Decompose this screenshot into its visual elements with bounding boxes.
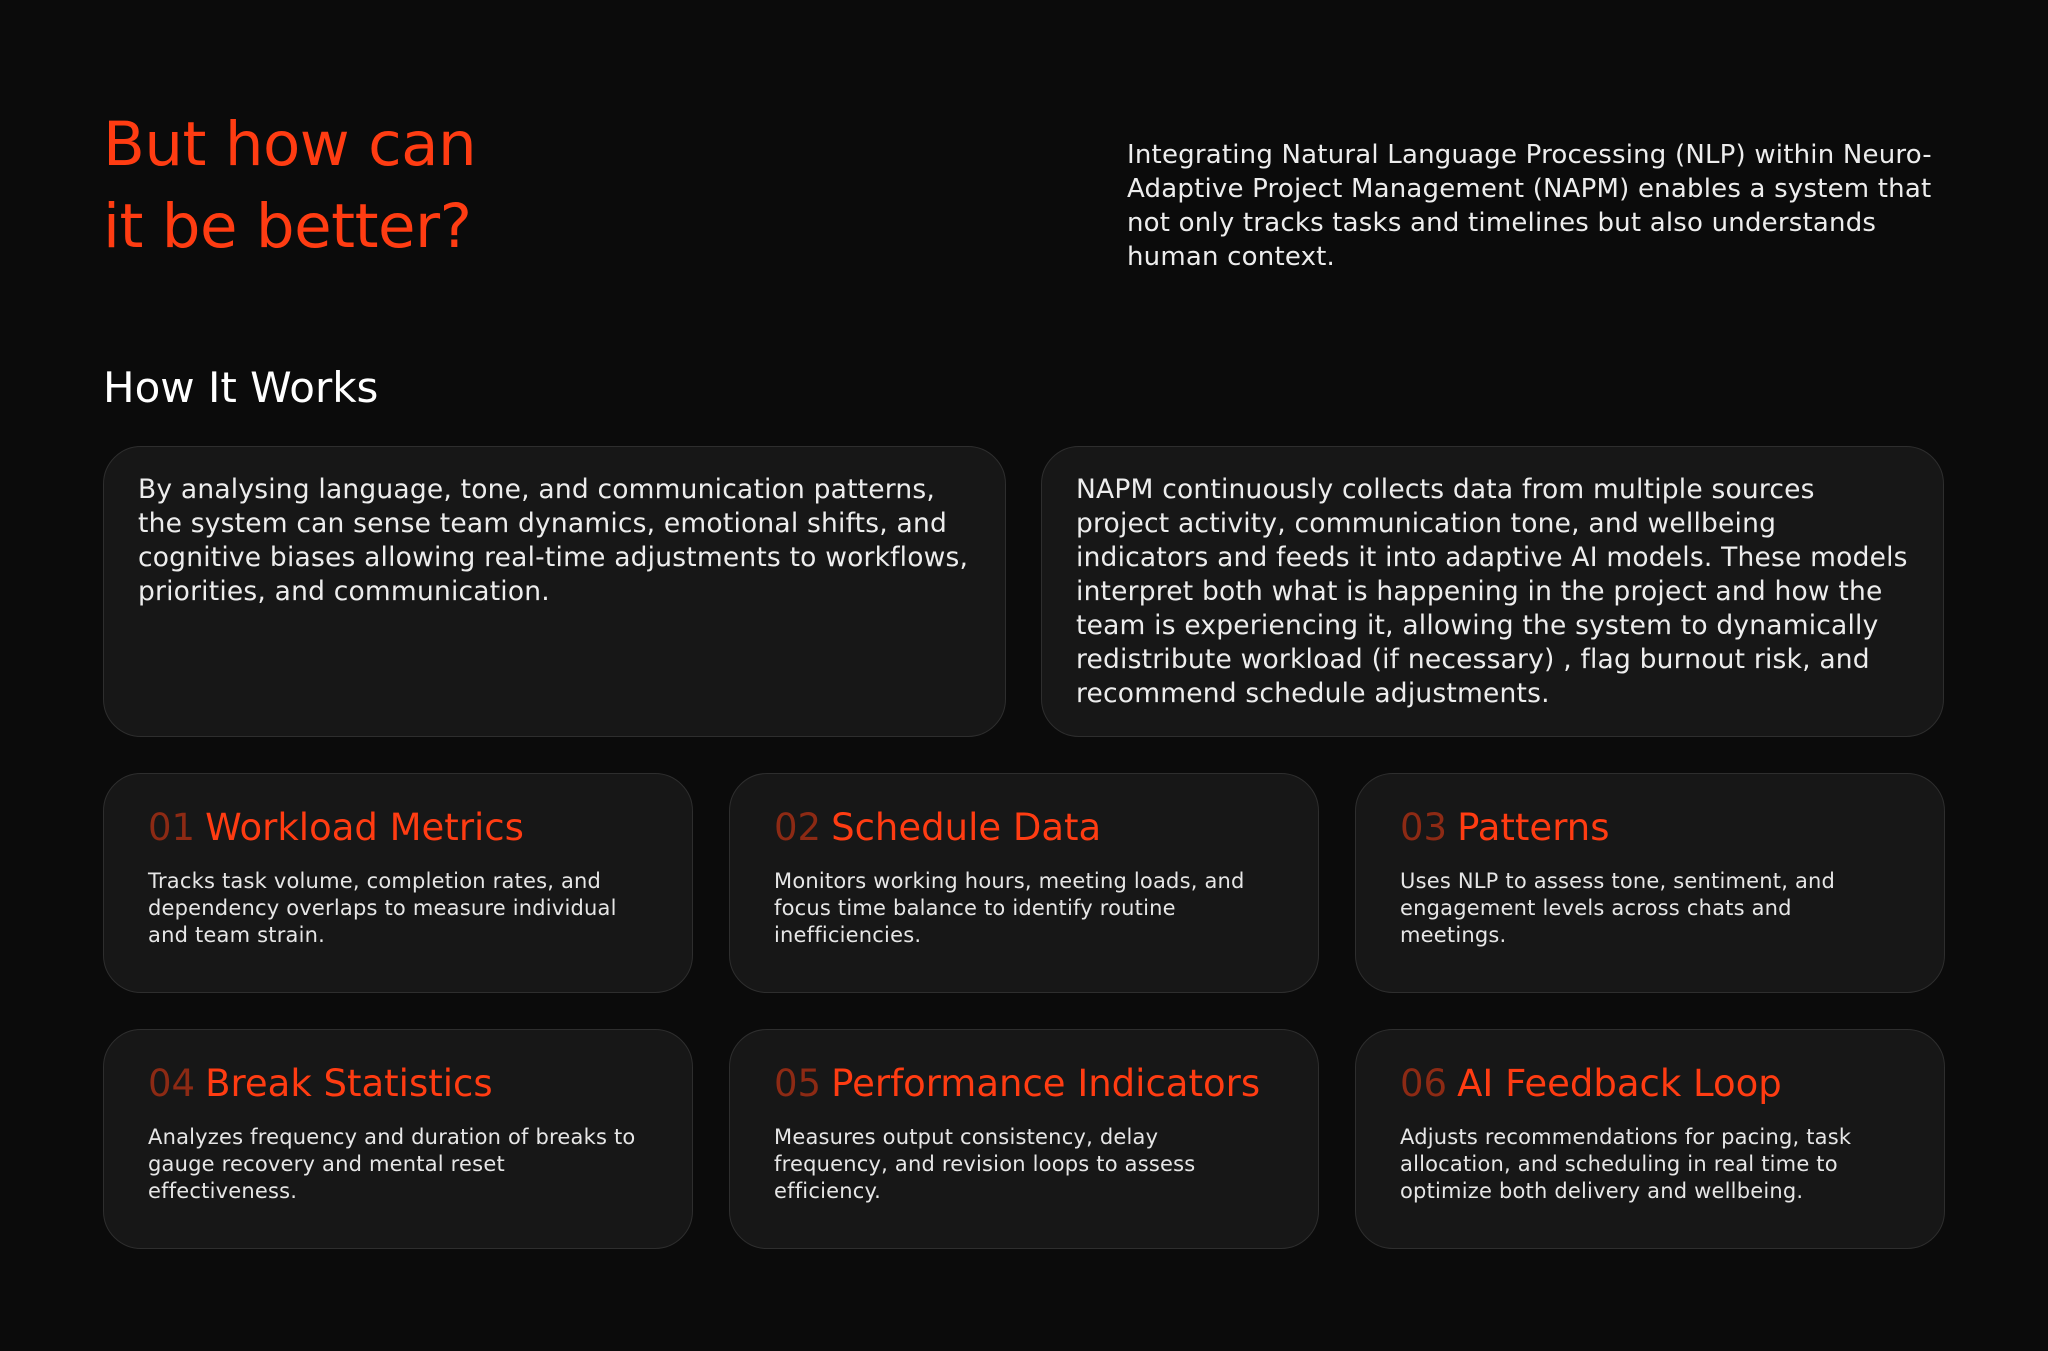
metric-description: Analyzes frequency and duration of breaks to gauge recovery and mental reset effectiveness. (148, 1125, 636, 1203)
metric-name: Schedule Data (831, 806, 1102, 849)
metric-title (1400, 1062, 1900, 1106)
metric-description: Tracks task volume, completion rates, and dependency overlaps to measure individual and team strain. (148, 869, 617, 947)
metric-name: Break Statistics (205, 1062, 493, 1105)
intro-paragraph: Integrating Natural Language Processing (NLP) within Neuro-Adaptive Project Management (NAPM) enables a system that not only tracks tasks and timelines but also understands human context. (1127, 140, 1932, 272)
page-headline (103, 104, 803, 268)
section-title: How It Works (103, 363, 379, 412)
metric-card-breaks (103, 1029, 693, 1249)
metric-card-schedule (729, 773, 1319, 993)
metric-description: Monitors working hours, meeting loads, and focus time balance to identify routine inefficiencies. (774, 869, 1245, 947)
overview-card-language (103, 446, 1006, 737)
metric-title (774, 1062, 1274, 1106)
metric-description: Adjusts recommendations for pacing, task allocation, and scheduling in real time to optimize both delivery and wellbeing. (1400, 1125, 1852, 1203)
metric-card-workload (103, 773, 693, 993)
headline-line-1: But how can (103, 109, 477, 180)
metric-description: Uses NLP to assess tone, sentiment, and engagement levels across chats and meetings. (1400, 869, 1836, 947)
metric-number: 02 (774, 806, 822, 849)
metric-number: 04 (148, 1062, 196, 1105)
metric-name: Patterns (1457, 806, 1610, 849)
metric-card-patterns (1355, 773, 1945, 993)
metric-name: Performance Indicators (831, 1062, 1261, 1105)
metric-number: 01 (148, 806, 196, 849)
overview-text-language: By analysing language, tone, and communication patterns, the system can sense team dynamics, emotional shifts, and cognitive biases allowing real-time adjustments to workflows, priorities, and communication. (138, 474, 969, 607)
metric-card-ai-feedback (1355, 1029, 1945, 1249)
metric-title (148, 1062, 648, 1106)
metric-name: AI Feedback Loop (1457, 1062, 1782, 1105)
headline-line-2: it be better? (103, 191, 472, 262)
metric-title (774, 806, 1274, 850)
metric-number: 03 (1400, 806, 1448, 849)
metric-description: Measures output consistency, delay frequency, and revision loops to assess efficiency. (774, 1125, 1196, 1203)
overview-text-data-collection: NAPM continuously collects data from multiple sources project activity, communication tone, and wellbeing indicators and feeds it into adaptive AI models. These models interpret both what is happening in the project and how the team is experiencing it, allowing the system to dynamically redistribute workload (if necessary) , flag burnout risk, and recommend schedule adjustments. (1076, 474, 1908, 709)
metric-card-performance (729, 1029, 1319, 1249)
metric-number: 05 (774, 1062, 822, 1105)
overview-card-data-collection (1041, 446, 1944, 737)
metric-title (148, 806, 648, 850)
metric-title (1400, 806, 1900, 850)
metric-name: Workload Metrics (205, 806, 524, 849)
metric-number: 06 (1400, 1062, 1448, 1105)
